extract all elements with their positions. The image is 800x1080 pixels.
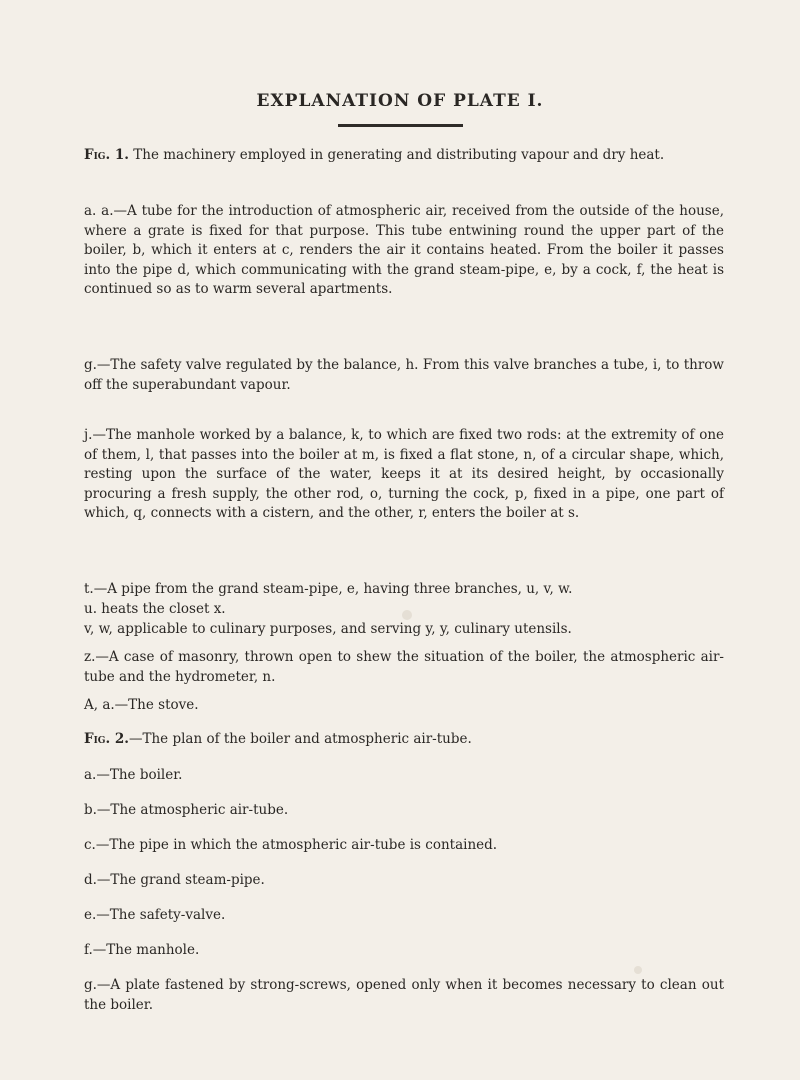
fig2-item-d: d.—The grand steam-pipe. — [84, 872, 265, 888]
paper-spot — [634, 966, 642, 974]
title-rule — [338, 124, 463, 127]
fig1-paragraph-a: a. a.—A tube for the introduction of atmospheric air, received from the outside of the house, where a grate is fixed for that purpose. This tube entwining round the upper part of the boiler, b, which it enters at c, renders the air it contains heated. From the boiler it passes into the pipe d, which communicating with the grand steam-pipe, e, by a cock, f, the heat is continued so as to warm several apartments. — [84, 203, 724, 297]
fig1-paragraph-j: j.—The manhole worked by a balance, k, to which are fixed two rods: at the extremity of one of them, l, that passes into the boiler at m, is fixed a flat stone, n, of a circular shape, which, resting upon the surface of the water, keeps it at its desired height, by occasionally procuring a fresh supply, the other rod, o, turning the cock, p, fixed in a pipe, one part of which, q, connects with a cistern, and the other, r, enters the boiler at s. — [84, 427, 724, 521]
fig2-item-b: b.—The atmospheric air-tube. — [84, 802, 289, 818]
fig1-paragraph-t: t.—A pipe from the grand steam-pipe, e, having three branches, u, v, w. — [84, 581, 573, 597]
fig1-heading: The machinery employed in generating and distributing vapour and dry heat. — [133, 147, 665, 163]
fig2-item-e: e.—The safety-valve. — [84, 907, 226, 923]
page-title: EXPLANATION OF PLATE I. — [256, 91, 544, 111]
fig2-heading: —The plan of the boiler and atmospheric air-tube. — [128, 731, 472, 747]
fig1-paragraph-z: z.—A case of masonry, thrown open to shew the situation of the boiler, the atmospheric air-tube and the hydrometer, n. — [84, 649, 724, 685]
fig2-label: Fig. 2. — [84, 731, 129, 747]
fig1-paragraph-vw: v, w, applicable to culinary purposes, and serving y, y, culinary utensils. — [84, 621, 572, 637]
fig2-item-f: f.—The manhole. — [84, 942, 200, 958]
fig2-heading-paragraph — [84, 730, 724, 750]
fig1-paragraph-g: g.—The safety valve regulated by the balance, h. From this valve branches a tube, i, to throw off the superabundant vapour. — [84, 357, 724, 393]
fig2-item-a: a.—The boiler. — [84, 767, 183, 783]
fig1-paragraph-u: u. heats the closet x. — [84, 601, 226, 617]
fig1-label: Fig. 1. — [84, 147, 129, 163]
fig2-item-c: c.—The pipe in which the atmospheric air-tube is contained. — [84, 837, 498, 853]
fig2-item-g: g.—A plate fastened by strong-screws, opened only when it becomes necessary to clean out the boiler. — [84, 977, 724, 1013]
fig1-heading-paragraph — [84, 146, 724, 166]
fig1-paragraph-A: A, a.—The stove. — [84, 697, 199, 713]
